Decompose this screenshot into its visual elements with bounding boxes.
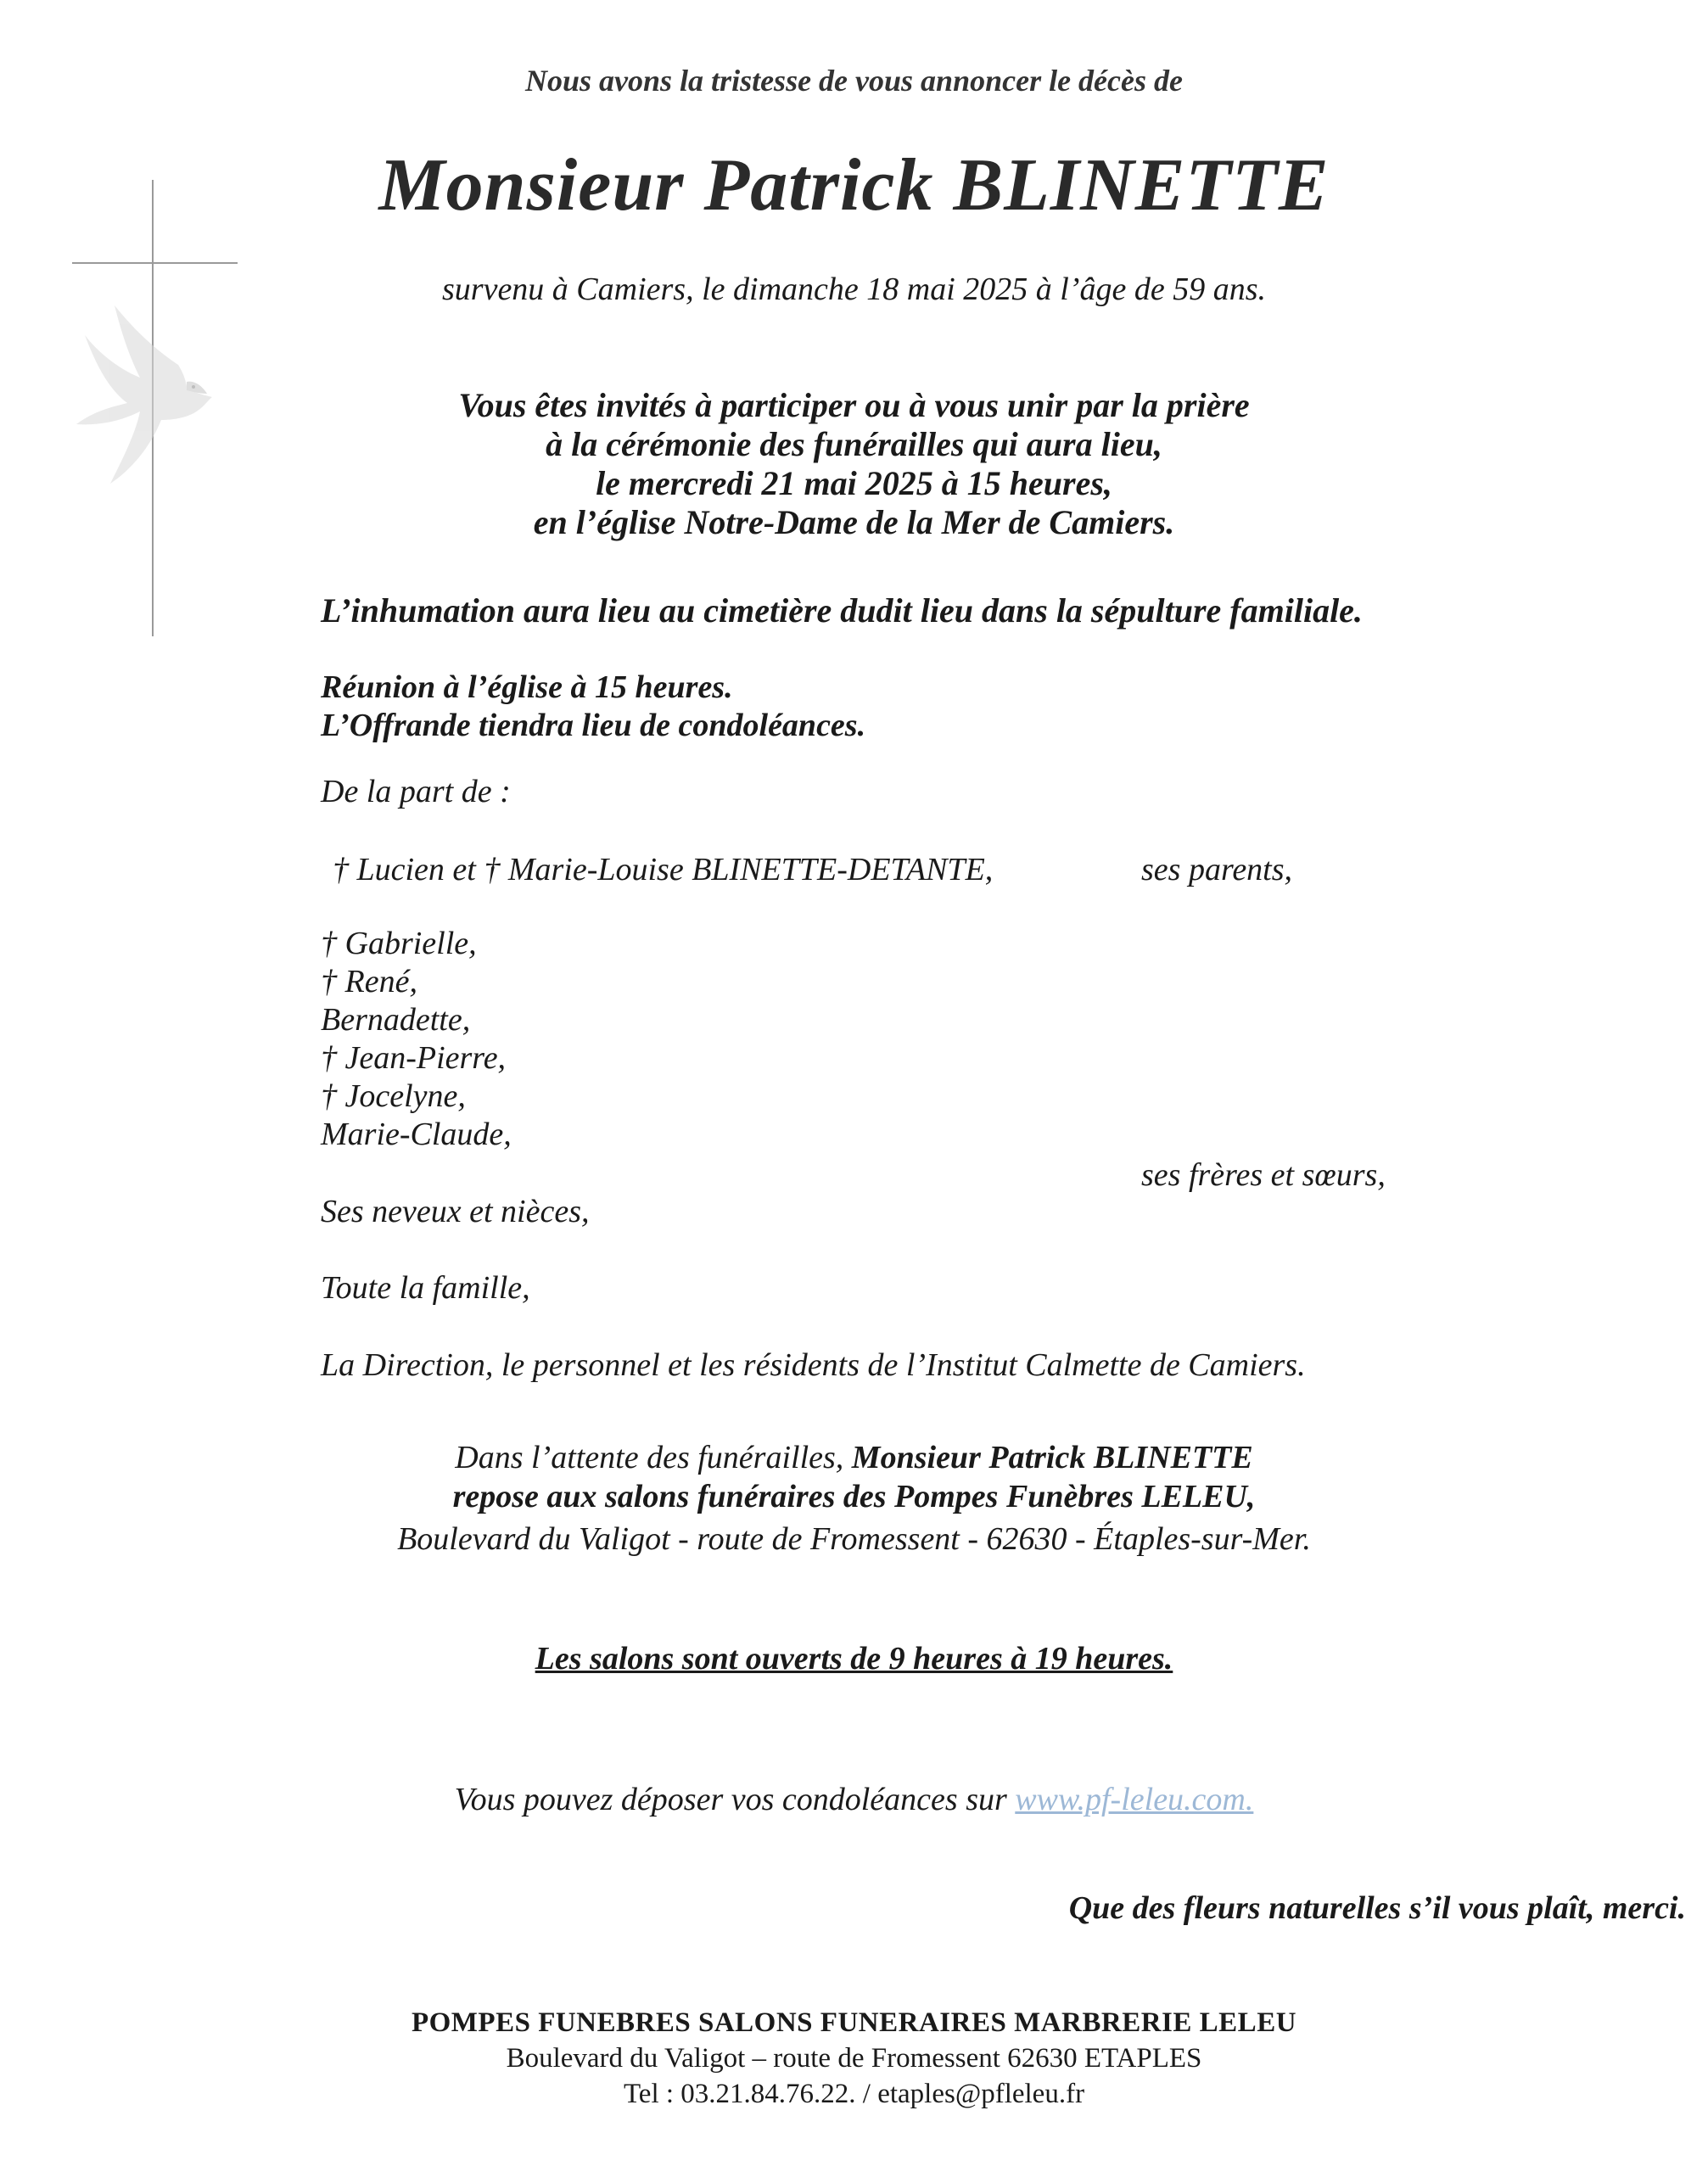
deceased-name: Monsieur Patrick BLINETTE: [378, 144, 1330, 227]
list-item: † Jocelyne,: [321, 1078, 466, 1114]
siblings-list: [321, 925, 512, 1154]
from-label: De la part de :: [321, 774, 511, 809]
ceremony-line: en l’église Notre-Dame de la Mer de Camiers.: [533, 503, 1175, 541]
institute-text: La Direction, le personnel et les résidents de l’Institut Calmette de Camiers.: [321, 1347, 1306, 1383]
nephews-text: Ses neveux et nièces,: [321, 1194, 590, 1229]
meeting-text: Réunion à l’église à 15 heures.: [321, 669, 733, 705]
wake-prefix: Dans l’attente des funérailles,: [455, 1440, 852, 1475]
ceremony-line: le mercredi 21 mai 2025 à 15 heures,: [596, 464, 1112, 502]
list-item: † Gabrielle,: [321, 926, 477, 961]
footer-company: POMPES FUNEBRES SALONS FUNERAIRES MARBRERIE LELEU: [411, 2007, 1297, 2038]
siblings-relation: ses frères et sœurs,: [1141, 1157, 1386, 1193]
list-item: † Jean-Pierre,: [321, 1040, 507, 1076]
offering-text: L’Offrande tiendra lieu de condoléances.: [321, 708, 866, 743]
footer-contact: Tel : 03.21.84.76.22. / etaples@pfleleu.fr: [623, 2079, 1085, 2109]
intro-text: Nous avons la tristesse de vous annoncer le décès de: [525, 64, 1183, 98]
wake-line-3: Boulevard du Valigot - route de Fromessent - 62630 - Étaples-sur-Mer.: [397, 1521, 1311, 1557]
condolences-text: Vous pouvez déposer vos condoléances sur: [454, 1782, 1016, 1817]
footer-address: Boulevard du Valigot – route de Fromessent 62630 ETAPLES: [506, 2043, 1202, 2074]
death-notice: survenu à Camiers, le dimanche 18 mai 2025 à l’âge de 59 ans.: [442, 272, 1266, 307]
condolences-link[interactable]: www.pf-leleu.com.: [1015, 1782, 1254, 1817]
salon-hours: Les salons sont ouverts de 9 heures à 19 heures.: [535, 1641, 1173, 1677]
parents-names: † Lucien et † Marie-Louise BLINETTE-DETANTE,: [333, 852, 994, 887]
wake-name: Monsieur Patrick BLINETTE: [851, 1440, 1253, 1475]
family-text: Toute la famille,: [321, 1270, 530, 1306]
ceremony-block: [0, 386, 1708, 542]
list-item: Marie-Claude,: [321, 1117, 512, 1152]
list-item: † René,: [321, 964, 417, 999]
ceremony-line: à la cérémonie des funérailles qui aura lieu,: [546, 425, 1162, 463]
wake-line-1: [0, 1438, 1708, 1477]
flowers-note: Que des fleurs naturelles s’il vous plaît, merci.: [1068, 1890, 1686, 1926]
list-item: Bernadette,: [321, 1002, 471, 1038]
wake-line-2: repose aux salons funéraires des Pompes Funèbres LELEU,: [452, 1479, 1256, 1514]
condolences-line: [0, 1780, 1708, 1819]
parents-relation: ses parents,: [1141, 852, 1293, 887]
ceremony-line: Vous êtes invités à participer ou à vous unir par la prière: [458, 386, 1250, 424]
burial-text: L’inhumation aura lieu au cimetière dudit lieu dans la sépulture familiale.: [321, 591, 1363, 630]
